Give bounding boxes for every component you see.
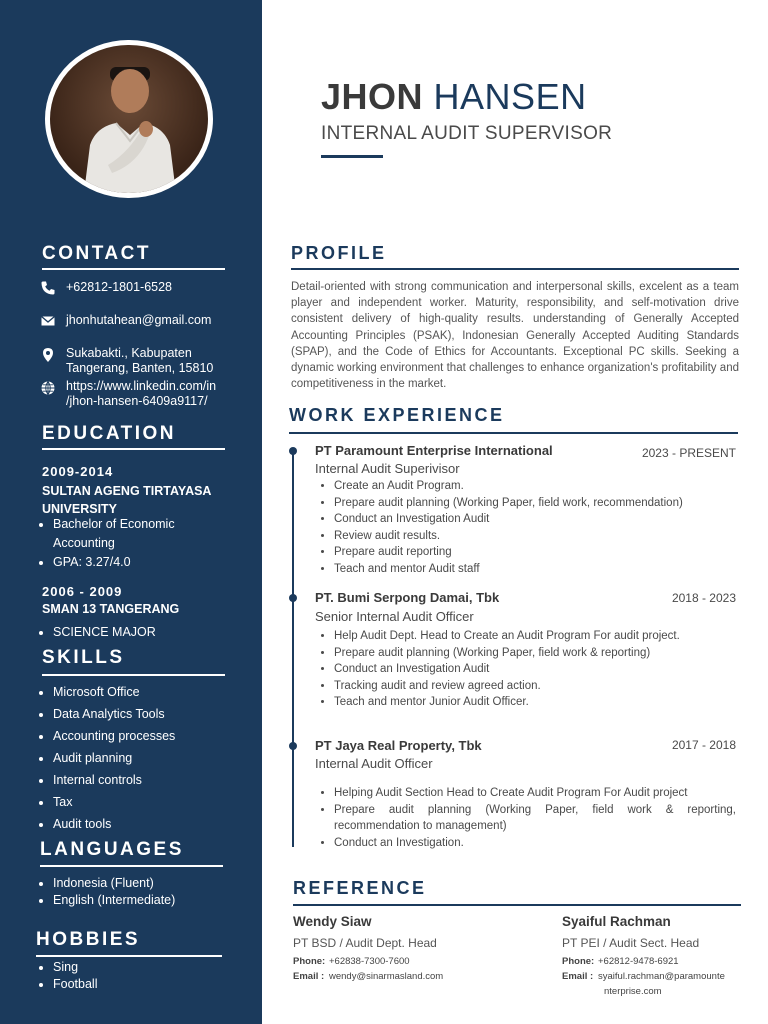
list-item: • Prepare audit reporting	[334, 544, 751, 561]
education-details-list	[38, 621, 156, 643]
title-underline	[321, 155, 383, 158]
education-divider	[42, 448, 225, 450]
list-item: • Teach and mentor Junior Audit Officer.	[334, 694, 751, 711]
list-item: • Conduct an Investigation.	[334, 835, 736, 852]
list-item: • Create an Audit Program.	[334, 478, 751, 495]
profile-photo	[45, 40, 213, 198]
reference-email[interactable]: syaiful.rachman@paramounte	[598, 971, 725, 982]
languages-divider	[40, 865, 223, 867]
list-item: • Sing	[53, 959, 97, 976]
list-item: • Help Audit Dept. Head to Create an Audit Program For audit project.	[334, 628, 751, 645]
timeline-dot	[289, 742, 297, 750]
list-item: • Tax	[53, 791, 175, 813]
address-line-2: Tangerang, Banten, 15810	[66, 361, 214, 375]
hobbies-heading: HOBBIES	[36, 929, 141, 950]
email-icon	[40, 313, 56, 329]
contact-linkedin[interactable]	[66, 379, 216, 409]
contact-heading: CONTACT	[42, 243, 151, 264]
timeline-dot	[289, 594, 297, 602]
job-duties-list	[319, 478, 751, 577]
sidebar	[0, 0, 262, 1024]
reference-phone: +62838-7300-7600	[329, 956, 410, 967]
education-heading: EDUCATION	[42, 423, 177, 444]
education-years: 2006 - 2009	[42, 584, 123, 599]
contact-phone: +62812-1801-6528	[66, 280, 172, 294]
contact-divider	[42, 268, 225, 270]
reference-heading: REFERENCE	[293, 878, 427, 898]
list-item: • SCIENCE MAJOR	[53, 621, 156, 643]
list-item: • Audit tools	[53, 813, 175, 835]
contact-email[interactable]: jhonhutahean@gmail.com	[66, 313, 212, 327]
timeline-line	[292, 450, 294, 847]
main-content	[262, 0, 768, 1024]
list-item: • GPA: 3.27/4.0	[53, 553, 203, 572]
job-period: 2023 - PRESENT	[641, 446, 736, 460]
reference-name: Wendy Siaw	[293, 914, 372, 929]
first-name: JHON	[321, 76, 424, 117]
job-duties-list	[319, 628, 751, 711]
location-pin-icon	[40, 347, 56, 363]
job-company: PT. Bumi Serpong Damai, Tbk	[315, 590, 500, 605]
profile-text: Detail-oriented with strong communication and interpersonal skills, excelent as a team player and independent worker. Maturity, responsibility, and self-motivation drive consistent delivery of high-quality results. understanding of Generally Accepted Accounting Principles (PSAK), Indonesian Generally Accepted Auditing Standards (SPAP), and the Code of Ethics for Accountants. Exceptional PC skills. Seeking a dynamic working environment that challenges to enhance organization's profitability and competitiveness in the market.	[291, 281, 739, 391]
job-role: Internal Audit Superivisor	[315, 461, 460, 476]
hobbies-list	[38, 959, 97, 993]
phone-label: Phone:	[293, 956, 326, 967]
list-item: • Microsoft Office	[53, 681, 175, 703]
list-item: • Prepare audit planning (Working Paper, field work & reporting, recommendation to management)	[334, 802, 736, 835]
list-item: • Helping Audit Section Head to Create Audit Program For Audit project	[334, 785, 736, 802]
profile-divider	[291, 268, 739, 270]
reference-email[interactable]: wendy@sinarmasland.com	[329, 971, 444, 982]
work-experience-heading: WORK EXPERIENCE	[289, 405, 505, 425]
education-details-list	[38, 515, 203, 572]
reference-position: PT PEI / Audit Sect. Head	[562, 936, 700, 950]
phone-icon	[40, 280, 56, 296]
list-item: • Review audit results.	[334, 528, 751, 545]
list-item: • Prepare audit planning (Working Paper, field work & reporting)	[334, 645, 751, 662]
list-item: • Tracking audit and review agreed action.	[334, 678, 751, 695]
address-line-1: Sukabakti., Kabupaten	[66, 346, 192, 360]
skills-list	[38, 681, 175, 835]
job-period: 2017 - 2018	[671, 738, 736, 752]
linkedin-link-line-2[interactable]: /jhon-hansen-6409a9117/	[66, 394, 208, 408]
list-item: • Indonesia (Fluent)	[53, 875, 175, 892]
list-item: • Prepare audit planning (Working Paper, field work, recommendation)	[334, 495, 751, 512]
timeline-dot	[289, 447, 297, 455]
person-silhouette-icon	[50, 45, 208, 193]
job-role: Internal Audit Officer	[315, 756, 433, 771]
work-experience-divider	[289, 432, 738, 434]
email-label: Email :	[562, 971, 594, 982]
education-school: SULTAN AGENG TIRTAYASA UNIVERSITY	[42, 484, 211, 516]
reference-contact	[293, 954, 443, 984]
linkedin-link-line-1[interactable]: https://www.linkedin.com/in	[66, 379, 217, 393]
job-period: 2018 - 2023	[671, 591, 736, 605]
job-title: INTERNAL AUDIT SUPERVISOR	[321, 123, 613, 144]
email-label: Email :	[293, 971, 325, 982]
list-item: • Data Analytics Tools	[53, 703, 175, 725]
list-item: • Audit planning	[53, 747, 175, 769]
full-name	[321, 76, 587, 118]
list-item: • Conduct an Investigation Audit	[334, 511, 751, 528]
education-years: 2009-2014	[42, 464, 114, 479]
reference-contact	[562, 954, 725, 999]
job-company: PT Jaya Real Property, Tbk	[315, 738, 482, 753]
last-name: HANSEN	[433, 76, 587, 117]
skills-divider	[42, 674, 225, 676]
list-item: • Football	[53, 976, 97, 993]
languages-heading: LANGUAGES	[40, 839, 184, 860]
job-duties-list	[319, 785, 736, 851]
reference-phone: +62812-9478-6921	[598, 956, 679, 967]
profile-heading: PROFILE	[291, 243, 387, 263]
contact-address	[66, 346, 213, 376]
phone-label: Phone:	[562, 956, 595, 967]
reference-name: Syaiful Rachman	[562, 914, 671, 929]
list-item: • Bachelor of Economic Accounting	[53, 515, 203, 553]
globe-icon	[40, 380, 56, 396]
list-item: • English (Intermediate)	[53, 892, 175, 909]
education-school: SMAN 13 TANGERANG	[42, 602, 180, 616]
list-item: • Internal controls	[53, 769, 175, 791]
reference-position: PT BSD / Audit Dept. Head	[293, 936, 437, 950]
list-item: • Conduct an Investigation Audit	[334, 661, 751, 678]
skills-heading: SKILLS	[42, 647, 125, 668]
languages-list	[38, 875, 175, 909]
hobbies-divider	[36, 955, 222, 957]
reference-email-continued[interactable]: nterprise.com	[604, 986, 662, 997]
job-company: PT Paramount Enterprise International	[315, 443, 553, 458]
list-item: • Teach and mentor Audit staff	[334, 561, 751, 578]
job-role: Senior Internal Audit Officer	[315, 609, 474, 624]
list-item: • Accounting processes	[53, 725, 175, 747]
reference-divider	[293, 904, 741, 906]
